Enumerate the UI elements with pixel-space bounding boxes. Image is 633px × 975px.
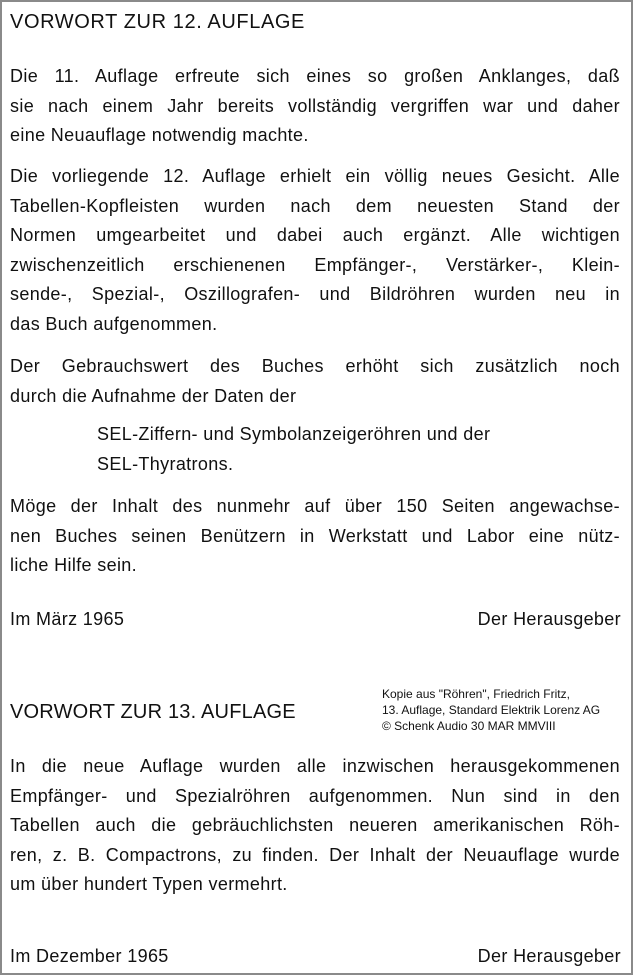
copy-note-line: © Schenk Audio 30 MAR MMVIII [382, 719, 556, 733]
paragraph-12-3 [10, 352, 620, 411]
text-line: zwischenzeitlich erschienenen Empfänger-, Verstärker-, Klein- [10, 254, 620, 275]
text-line: Die 11. Auflage erfreute sich eines so großen Anklanges, daß [10, 66, 620, 86]
text-line: eine Neuauflage notwendig machte. [10, 125, 309, 145]
text-line: Möge der Inhalt des nunmehr auf über 150 Seiten angewachse- [10, 496, 620, 516]
signature-12: Der Herausgeber [477, 609, 621, 629]
text-line: Normen umgearbeitet und dabei auch ergänzt. Alle wichtigen [10, 225, 620, 245]
paragraph-12-4 [10, 492, 620, 581]
signature-13: Der Herausgeber [477, 946, 621, 966]
copy-note-line: Kopie aus "Röhren", Friedrich Fritz, [382, 687, 570, 701]
text-line: Tabellen auch die gebräuchlichsten neueren amerikanischen Röh- [10, 815, 620, 835]
heading-vorwort-12: VORWORT ZUR 12. AUFLAGE [10, 11, 305, 33]
indented-list [97, 420, 597, 479]
indented-line: SEL-Ziffern- und Symbolanzeigeröhren und der [97, 424, 491, 444]
copy-note-line: 13. Auflage, Standard Elektrik Lorenz AG [382, 703, 601, 717]
text-line: Der Gebrauchswert des Buches erhöht sich zusätzlich noch [10, 356, 620, 376]
text-line: In die neue Auflage wurden alle inzwischen herausgekommenen [10, 756, 620, 776]
copy-note [382, 686, 600, 734]
date-13: Im Dezember 1965 [10, 946, 169, 966]
text-line: liche Hilfe sein. [10, 555, 138, 575]
text-line: Die vorliegende 12. Auflage erhielt ein völlig neues Gesicht. Alle [10, 166, 620, 186]
paragraph-13-1 [10, 752, 620, 900]
text-line: um über hundert Typen vermehrt. [10, 874, 288, 894]
text-line: durch die Aufnahme der Daten der [10, 385, 297, 406]
text-line: sie nach einem Jahr bereits vollständig vergriffen war und daher [10, 95, 620, 116]
text-line: Empfänger- und Spezialröhren aufgenommen. Nun sind in den [10, 785, 620, 806]
text-line: nen Buches seinen Benützern in Werkstatt und Labor eine nütz- [10, 525, 620, 546]
paragraph-12-2 [10, 162, 620, 339]
indented-line: SEL-Thyratrons. [97, 453, 234, 474]
text-line: ren, z. B. Compactrons, zu finden. Der Inhalt der Neuauflage wurde [10, 844, 620, 865]
text-line: Tabellen-Kopfleisten wurden nach dem neuesten Stand der [10, 195, 620, 216]
text-line: das Buch aufgenommen. [10, 313, 218, 334]
text-line: sende-, Spezial-, Oszillografen- und Bildröhren wurden neu in [10, 284, 620, 304]
paragraph-12-1 [10, 62, 620, 151]
date-12: Im März 1965 [10, 609, 125, 629]
heading-vorwort-13: VORWORT ZUR 13. AUFLAGE [10, 701, 296, 723]
